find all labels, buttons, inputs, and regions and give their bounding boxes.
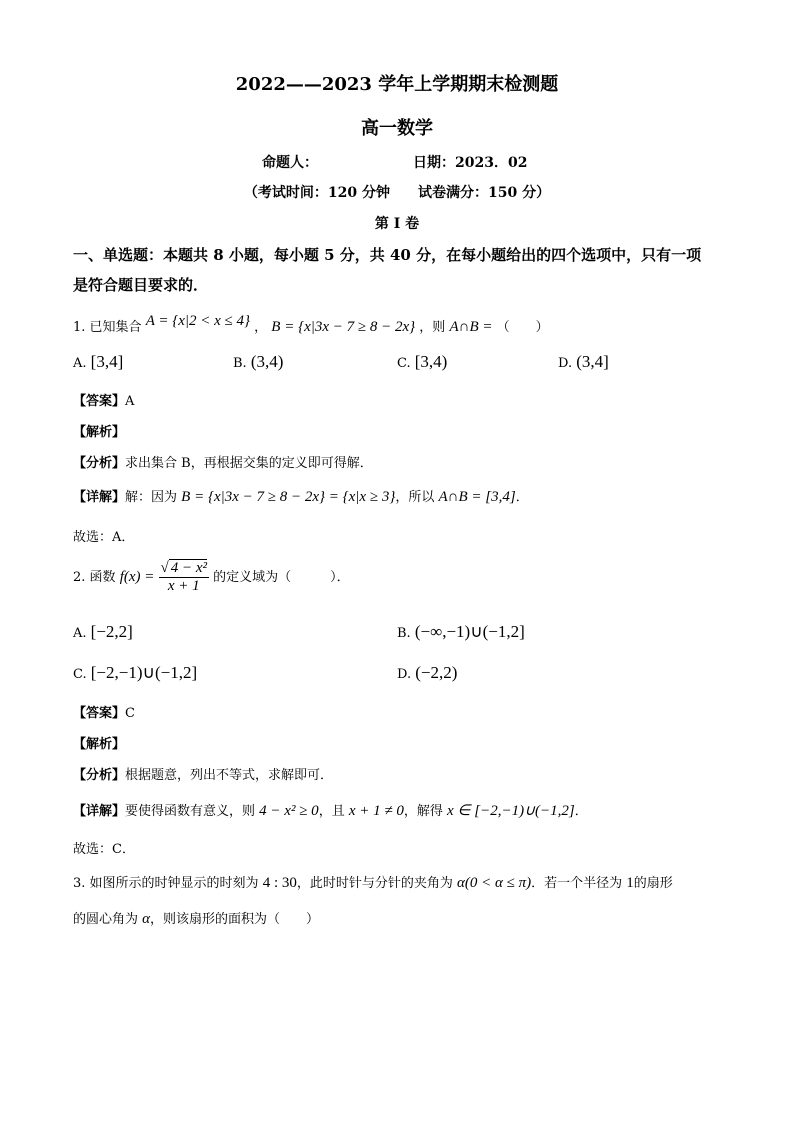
detail-end: ． <box>574 804 588 819</box>
q3-end: 的扇形 <box>633 876 673 891</box>
option-value: (3,4] <box>576 352 609 371</box>
exam-info: （考试时间：120 分钟 试卷满分：150 分） <box>243 185 551 201</box>
q3-alpha: α <box>142 911 151 927</box>
q2-prefix: 2. 函数 <box>73 570 116 585</box>
detail-tag: 【详解】 <box>73 804 126 819</box>
question-3-line2 <box>73 908 319 928</box>
fenxi-text: 求出集合 B，再根据交集的定义即可得解． <box>125 456 373 471</box>
detail-mid2: ，解得 <box>403 804 443 819</box>
answer-tag: 【答案】 <box>73 394 126 409</box>
q2-answer <box>73 702 135 721</box>
detail-end: ． <box>515 490 529 505</box>
q2-numerator-radicand: 4 − x² <box>170 560 208 576</box>
option-label: D. <box>397 667 412 682</box>
fenxi-tag: 【分析】 <box>73 456 126 471</box>
section-heading-line2: 是符合题目要求的． <box>73 276 209 294</box>
detail-math: B = {x|3x − 7 ≥ 8 − 2x} = {x|x ≥ 3} <box>181 489 396 505</box>
option-value: (3,4) <box>250 352 284 371</box>
question-3-line1 <box>73 872 673 892</box>
answer-tag: 【答案】 <box>73 706 126 721</box>
q1-then: ，则 <box>419 320 446 335</box>
option-label: A. <box>73 356 87 371</box>
option-value: [3,4) <box>414 352 448 371</box>
option-label: C. <box>397 356 411 371</box>
option-label: A. <box>73 626 87 641</box>
q1-fenxi <box>73 452 373 471</box>
q1-option-d[interactable] <box>558 352 609 372</box>
q1-detail <box>73 486 529 506</box>
q3-radius: 1 <box>626 875 634 891</box>
q2-numerator: √ 4 − x² <box>160 560 208 576</box>
option-value: [3,4] <box>90 352 124 371</box>
q1-option-a[interactable] <box>73 352 123 372</box>
q2-detail <box>73 800 588 820</box>
q3-mid2: ．若一个半径为 <box>531 876 623 891</box>
detail-pre: 解：因为 <box>125 490 178 505</box>
detail-tag: 【详解】 <box>73 490 126 505</box>
condition-2: x + 1 ≠ 0 <box>348 803 404 819</box>
option-label: B. <box>397 626 411 641</box>
date-label: 日期：2023．02 <box>413 155 528 171</box>
q3-angle: α(0 < α ≤ π) <box>457 875 532 891</box>
q2-function: f(x) = <box>119 569 155 585</box>
q1-answer <box>73 390 134 409</box>
detail-mid: ，所以 <box>395 490 435 505</box>
q1-option-b[interactable] <box>233 352 283 372</box>
question-1 <box>73 313 549 336</box>
q2-denominator: x + 1 <box>167 578 200 594</box>
q2-option-a[interactable] <box>73 622 133 642</box>
q2-option-b[interactable] <box>397 622 525 642</box>
section-heading-line1: 一、单选题：本题共 8 小题，每小题 5 分，共 40 分，在每小题给出的四个选项中，只有一项 <box>73 246 702 264</box>
q3-mid: ，此时时针与分针的夹角为 <box>296 876 453 891</box>
q3-time: 4 : 30 <box>262 875 297 891</box>
q2-option-d[interactable] <box>397 663 457 683</box>
q1-prefix: 1. 已知集合 <box>73 320 142 335</box>
q3-pre: 3. 如图所示的时钟显示的时刻为 <box>73 876 259 891</box>
option-label: B. <box>233 356 247 371</box>
detail-mid: ，且 <box>318 804 345 819</box>
solution-set: x ∈ [−2,−1)∪(−1,2] <box>447 803 575 819</box>
answer-value: A <box>125 394 135 409</box>
option-value: [−2,2] <box>90 622 133 641</box>
q1-set-a: A = {x|2 < x ≤ 4} <box>145 313 250 329</box>
exam-title: 2022——2023 学年上学期期末检测题 <box>235 74 559 95</box>
option-value: [−2,−1)∪(−1,2] <box>90 663 198 682</box>
exam-subtitle: 高一数学 <box>361 118 433 139</box>
q2-fraction <box>159 560 210 595</box>
detail-pre: 要使得函数有意义，则 <box>125 804 256 819</box>
q1-paren: （ ） <box>496 320 549 335</box>
option-label: D. <box>558 356 573 371</box>
q1-choose: 故选：A． <box>73 530 135 545</box>
option-label: C. <box>73 667 87 682</box>
q2-suffix: 的定义域为（ ）． <box>213 570 350 585</box>
q3-line2-end: ，则该扇形的面积为（ ） <box>150 912 320 927</box>
detail-math2: A∩B = [3,4] <box>438 489 516 505</box>
q1-intersection: A∩B = <box>449 319 493 335</box>
volume-label: 第 I 卷 <box>374 216 420 232</box>
q1-sep: ， <box>254 320 268 335</box>
q3-line2-pre: 的圆心角为 <box>73 912 139 927</box>
q2-analysis-tag: 【解析】 <box>73 737 126 752</box>
answer-value: C <box>125 706 135 721</box>
fenxi-text: 根据题意，列出不等式，求解即可． <box>125 768 334 783</box>
q1-option-c[interactable] <box>397 352 447 372</box>
fenxi-tag: 【分析】 <box>73 768 126 783</box>
q2-option-c[interactable] <box>73 663 197 683</box>
q2-fenxi <box>73 764 333 783</box>
author-label: 命题人： <box>262 155 318 171</box>
option-value: (−2,2) <box>415 663 458 682</box>
question-2 <box>73 560 350 595</box>
option-value: (−∞,−1)∪(−1,2] <box>414 622 525 641</box>
condition-1: 4 − x² ≥ 0 <box>259 803 319 819</box>
q1-set-b: B = {x|3x − 7 ≥ 8 − 2x} <box>271 319 416 335</box>
q1-analysis-tag: 【解析】 <box>73 425 126 440</box>
q2-choose: 故选：C． <box>73 842 135 857</box>
